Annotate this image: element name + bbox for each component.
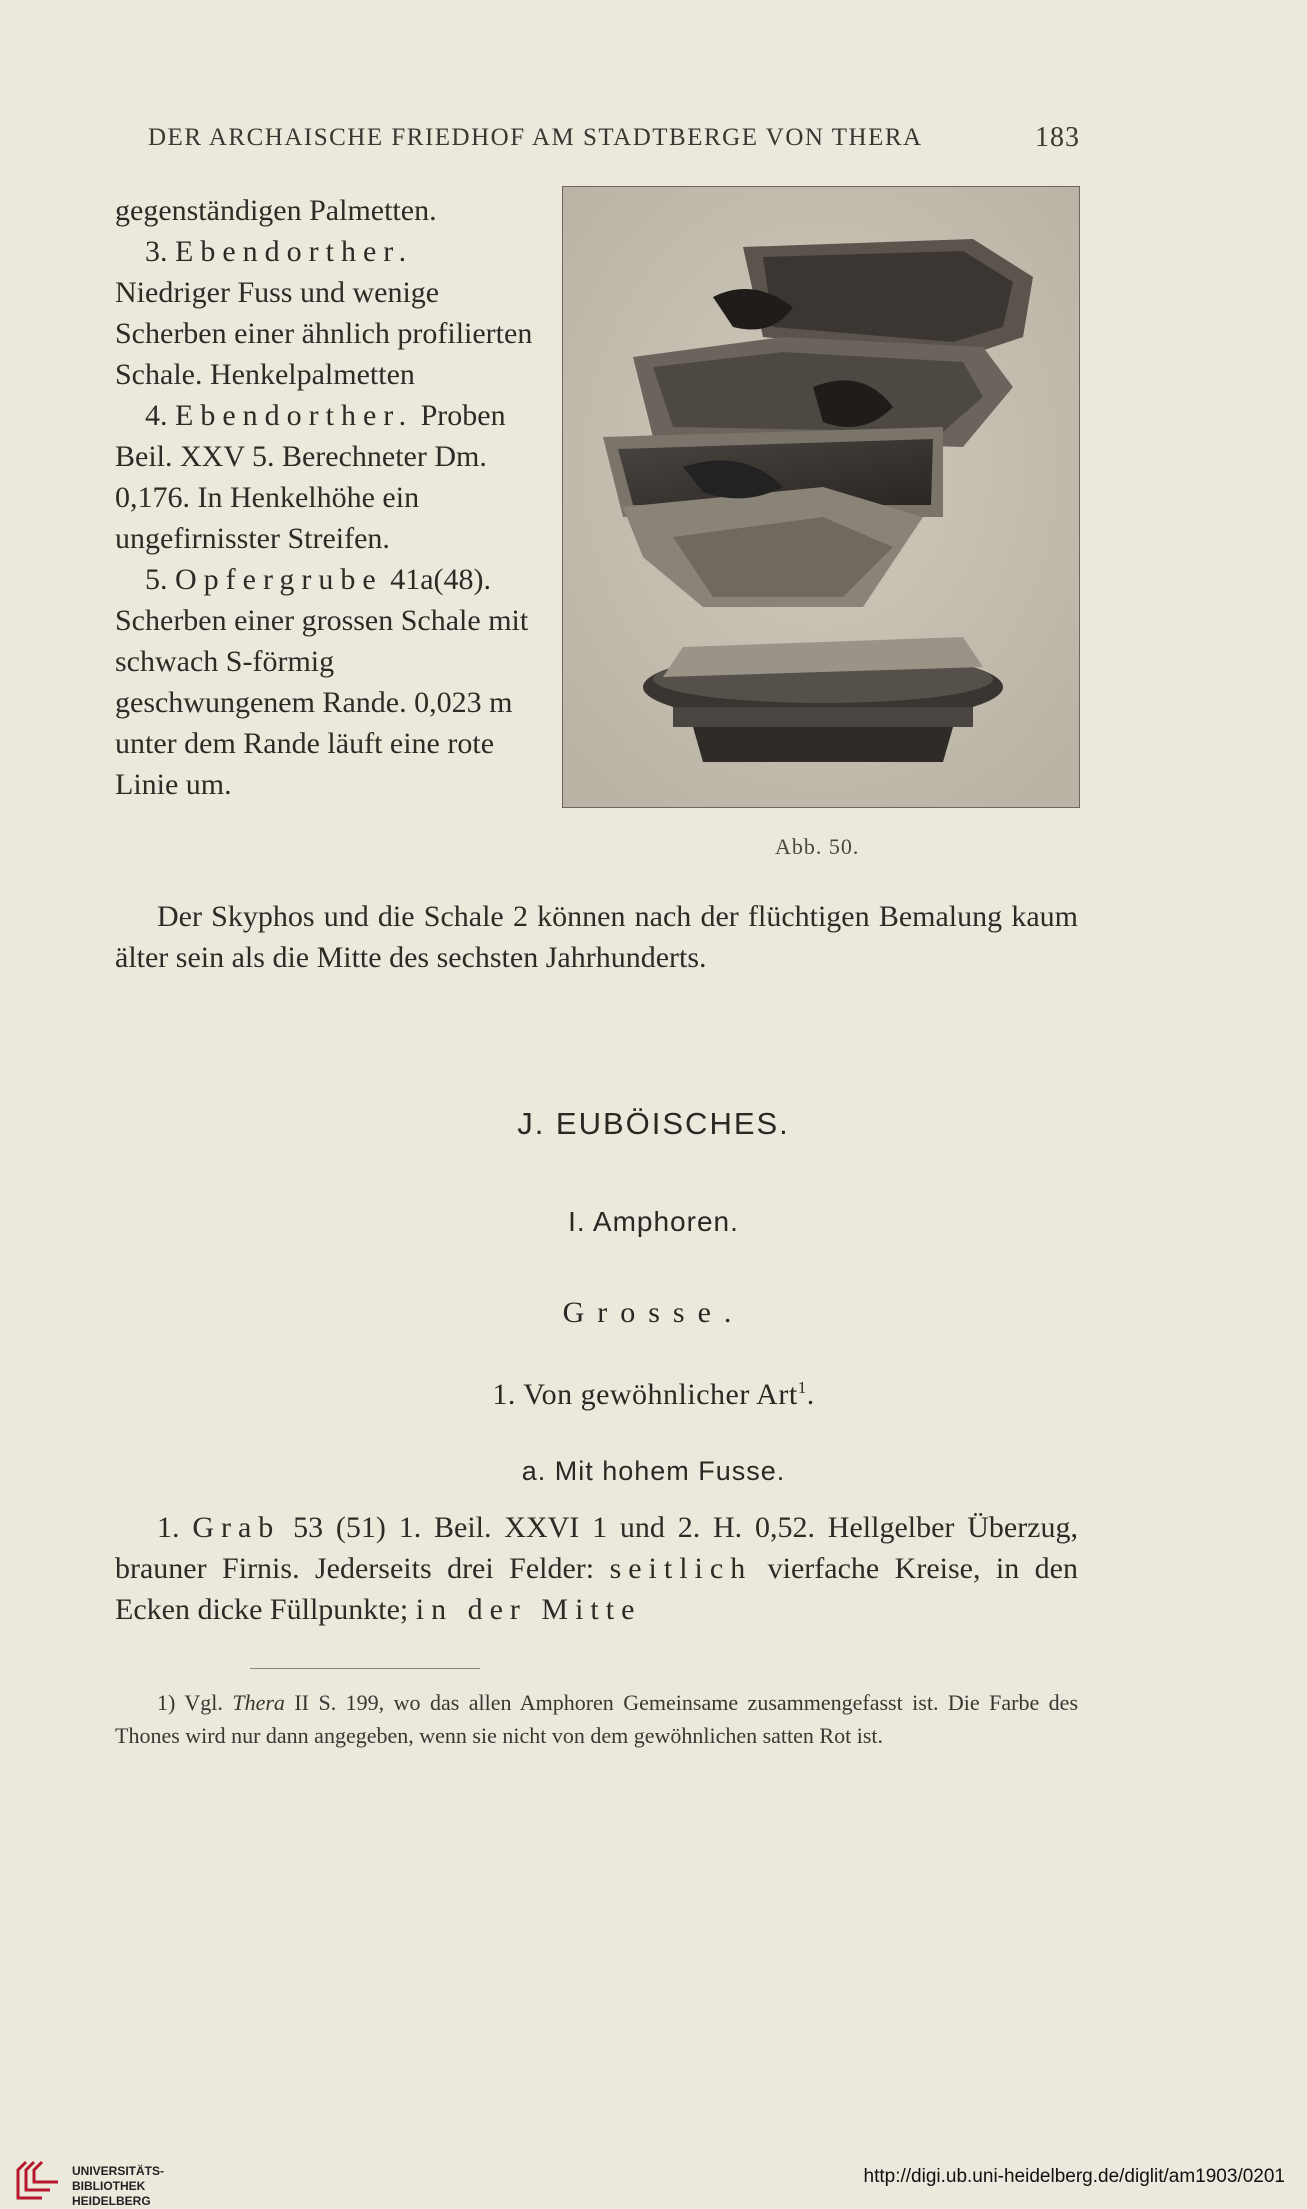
body-paragraph xyxy=(115,896,1078,978)
item-number: 4. xyxy=(145,399,168,432)
library-line: UNIVERSITÄTS- xyxy=(72,2164,165,2178)
footnote-mark: 1) xyxy=(157,1690,176,1715)
item-text: Niedriger Fuss und wenige Scherben einer ähnlich profilierten Schale. Henkelpalmetten xyxy=(115,276,533,391)
item-number: 3. xyxy=(145,235,168,268)
library-line: HEIDELBERG xyxy=(72,2194,151,2208)
figure-caption: Abb. 50. xyxy=(775,834,860,859)
find-place: Ebendorther. xyxy=(175,235,414,268)
size-heading: Grosse. xyxy=(562,1296,745,1329)
source-url[interactable]: http://digi.ub.uni-heidelberg.de/diglit/am1903/0201 xyxy=(863,2166,1285,2187)
vase-fragments-illustration xyxy=(563,187,1079,807)
type-heading: 1. Von gewöhnlicher Art$^1$. xyxy=(492,1378,815,1411)
item-text: Proben Beil. XXV 5. Berechneter Dm. 0,176. In Henkelhöhe ein ungefirnisster Streifen. xyxy=(115,399,506,555)
list-item xyxy=(115,231,535,395)
footnote-divider xyxy=(250,1668,480,1669)
entry-text-b: vierfache Kreise, in den Ecken dicke Füllpunkte; xyxy=(115,1552,1078,1626)
list-item xyxy=(115,395,535,559)
footnote xyxy=(115,1686,1078,1752)
grave-label: Grab xyxy=(192,1511,281,1544)
footnote-reference[interactable]: 1 xyxy=(797,1378,807,1397)
left-column-text xyxy=(115,190,535,805)
catalogue-entry xyxy=(115,1507,1078,1630)
footnote-text xyxy=(115,1686,1078,1752)
list-item xyxy=(115,559,535,805)
footnote-text-a: Vgl. xyxy=(184,1690,223,1715)
paragraph-text: Der Skyphos und die Schale 2 können nach der flüchtigen Bemalung kaum älter sein als die Mitte des sechsten Jahrhunderts. xyxy=(115,900,1078,974)
running-head-title: DER ARCHAISCHE FRIEDHOF AM STADTBERGE VON THERA xyxy=(148,124,923,151)
page-number: 183 xyxy=(1035,122,1080,153)
section-heading: J. EUBÖISCHES. xyxy=(517,1106,790,1141)
library-line: BIBLIOTHEK xyxy=(72,2179,146,2193)
subsection-heading: I. Amphoren. xyxy=(568,1206,739,1237)
spaced-term: in der Mitte xyxy=(415,1593,642,1626)
type-heading-text: 1. Von gewöhnlicher Art xyxy=(492,1378,798,1411)
find-place: Opfergrube xyxy=(175,563,383,596)
find-place: Ebendorther. xyxy=(175,399,414,432)
footnote-text-b: II S. 199, wo das allen Amphoren Gemeinsame zusammengefasst ist. Die Farbe des Thones wird nur dann angegeben, wenn sie nicht von dem gewöhnlichen satten Rot ist. xyxy=(115,1690,1079,1748)
vase-fragments-photo xyxy=(562,186,1080,808)
continuation-line: gegenständigen Palmetten. xyxy=(115,194,437,227)
entry-number: 1. xyxy=(157,1511,180,1544)
footnote-italic: Thera xyxy=(232,1690,285,1715)
library-name xyxy=(72,2164,212,2209)
item-text: 41a(48). Scherben einer grossen Schale mit schwach S-förmig geschwungenem Rande. 0,023 m unter dem Rande läuft eine rote Linie um. xyxy=(115,563,529,801)
spaced-term: seitlich xyxy=(609,1552,753,1585)
variant-heading: a. Mit hohem Fusse. xyxy=(521,1456,786,1486)
entry-text-a: 53 (51) 1. Beil. XXVI 1 und 2. H. 0,52. Hellgelber Überzug, brauner Firnis. Jederseits drei Felder: xyxy=(115,1511,1078,1585)
item-number: 5. xyxy=(145,563,168,596)
entry-text xyxy=(115,1507,1078,1630)
